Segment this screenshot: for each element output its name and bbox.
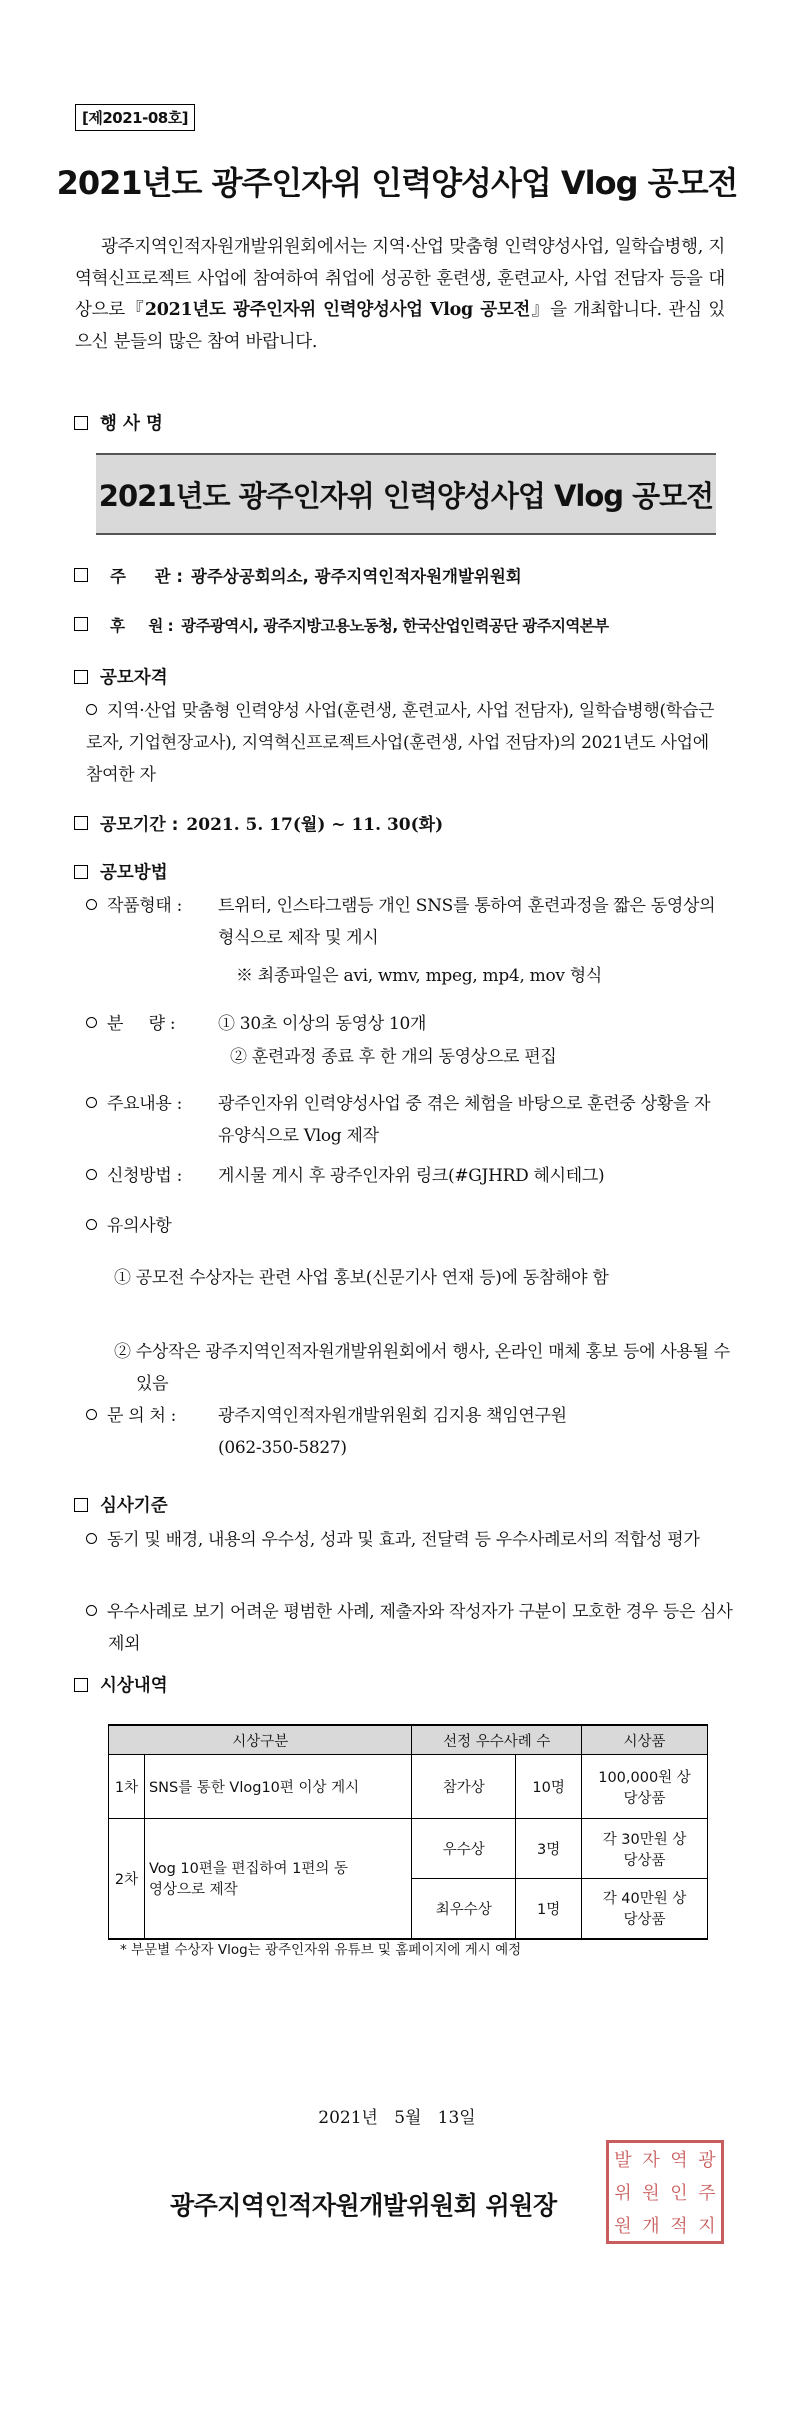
apply-text: 게시물 게시 후 광주인자위 링크(#GJHRD 헤시테그) (218, 1166, 605, 1186)
section-label: 행 사 명 (100, 414, 163, 434)
round-desc-cell: SNS를 통한 Vlog10편 이상 게시 (144, 1755, 412, 1819)
bullet-circle-icon (86, 1017, 97, 1028)
period-row (74, 810, 443, 835)
criteria-item-1 (86, 1524, 748, 1556)
section-label: 공모자격 (100, 668, 168, 688)
method-caution-item (86, 1210, 172, 1242)
intro-paragraph (75, 232, 725, 358)
quantity-item-1: ① 30초 이상의 동영상 10개 (218, 1014, 427, 1034)
eligibility-item (86, 695, 726, 791)
seal-glyph: 광 (698, 2150, 716, 2172)
bullet-circle-icon (86, 704, 97, 715)
contact-phone: (062-350-5827) (218, 1438, 347, 1458)
document-number: [제2021-08호] (75, 104, 195, 131)
caution-label: 유의사항 (107, 1216, 172, 1236)
bullet-circle-icon (86, 1533, 97, 1544)
host-value: 광주상공회의소, 광주지역인적자원개발위원회 (190, 567, 522, 586)
count-cell: 3명 (516, 1819, 582, 1879)
criteria-item-2 (86, 1596, 748, 1660)
round-cell: 2차 (109, 1819, 145, 1939)
prize-cell: 100,000원 상당상품 (582, 1755, 708, 1819)
checkbox-square-icon (74, 1498, 88, 1512)
official-seal (606, 2140, 724, 2244)
bullet-circle-icon (86, 1605, 97, 1616)
checkbox-square-icon (74, 568, 88, 582)
checkbox-square-icon (74, 1678, 88, 1692)
tier-cell: 우수상 (412, 1819, 516, 1879)
host-label: 주 관 : (110, 567, 183, 586)
criteria-text-2: 우수사례로 보기 어려운 평범한 사례, 제출자와 작성자가 구분이 모호한 경우 등은 심사 제외 (107, 1602, 733, 1654)
method-apply-item (86, 1160, 182, 1192)
sponsor-row (74, 614, 609, 636)
period-label: 공모기간 : (100, 815, 179, 835)
count-cell: 10명 (516, 1755, 582, 1819)
bullet-circle-icon (86, 1219, 97, 1230)
section-criteria (74, 1492, 168, 1517)
table-header: 시상구분 (109, 1725, 412, 1755)
bullet-circle-icon (86, 1169, 97, 1180)
caution-item-1: ① 공모전 수상자는 관련 사업 홍보(신문기사 연재 등)에 동참해야 함 (114, 1268, 609, 1288)
section-label: 심사기준 (100, 1496, 168, 1516)
awards-table (108, 1724, 708, 1940)
quantity-item-2: ② 훈련과정 종료 후 한 개의 동영상으로 편집 (230, 1047, 557, 1067)
tier-cell: 최우수상 (412, 1879, 516, 1939)
prize-cell: 각 30만원 상당상품 (582, 1819, 708, 1879)
contact-label: 문 의 처 : (107, 1406, 177, 1426)
method-quantity-item (86, 1008, 175, 1040)
intro-text-2: 』을 개최합니다. 관심 있으신 분들의 많은 참여 바랍니다. (75, 300, 725, 352)
round-desc-cell: Vog 10편을 편집하여 1편의 동영상으로 제작 (144, 1819, 412, 1939)
section-method (74, 859, 168, 884)
count-cell: 1명 (516, 1879, 582, 1939)
apply-label: 신청방법 : (107, 1166, 183, 1186)
seal-glyph: 자 (642, 2150, 660, 2172)
bullet-circle-icon (86, 1097, 97, 1108)
event-name-banner: 2021년도 광주인자위 인력양성사업 Vlog 공모전 (96, 453, 716, 535)
seal-glyph: 위 (614, 2182, 632, 2204)
section-eligibility (74, 664, 168, 689)
checkbox-square-icon (74, 670, 88, 684)
issue-date: 2021년 5월 13일 (318, 2108, 476, 2128)
seal-glyph: 역 (670, 2150, 688, 2172)
sponsor-label: 후 원 : (110, 617, 174, 635)
form-text: 트위터, 인스타그램등 개인 SNS를 통하여 훈련과정을 짧은 동영상의 형식으로 제작 및 게시 (218, 896, 716, 948)
caution-item-2: ② 수상작은 광주지역인적자원개발위원회에서 행사, 온라인 매체 홍보 등에 사용될 수 있음 (114, 1342, 730, 1394)
prize-cell: 각 40만원 상당상품 (582, 1879, 708, 1939)
table-row (109, 1819, 708, 1879)
tier-cell: 참가상 (412, 1755, 516, 1819)
seal-glyph: 적 (670, 2215, 688, 2237)
host-row (74, 563, 522, 587)
seal-glyph: 원 (642, 2182, 660, 2204)
section-label: 공모방법 (100, 863, 168, 883)
round-cell: 1차 (109, 1755, 145, 1819)
period-value: 2021. 5. 17(월) ~ 11. 30(화) (186, 815, 444, 835)
seal-glyph: 발 (614, 2150, 632, 2172)
content-label: 주요내용 : (107, 1094, 183, 1114)
criteria-text-1: 동기 및 배경, 내용의 우수성, 성과 및 효과, 전달력 등 우수사례로서의 적합성 평가 (107, 1530, 700, 1550)
page-title: 2021년도 광주인자위 인력양성사업 Vlog 공모전 (56, 164, 738, 202)
seal-glyph: 지 (698, 2215, 716, 2237)
checkbox-square-icon (74, 617, 88, 631)
intro-text-1: 광주지역인적자원개발위원회에서는 지역·산업 맞춤형 인력양성사업, 일학습병행, 지역혁신프로젝트 사업에 참여하여 취업에 성공한 훈련생, 훈련교사, 사업 전담자 등을 대상으로『 (75, 237, 725, 320)
checkbox-square-icon (74, 865, 88, 879)
seal-glyph: 인 (670, 2182, 688, 2204)
eligibility-text: 지역·산업 맞춤형 인력양성 사업(훈련생, 훈련교사, 사업 전담자), 일학습병행(학습근로자, 기업현장교사), 지역혁신프로젝트사업(훈련생, 사업 전담자)의 2021년도 사업에 참여한 자 (86, 701, 715, 785)
sponsor-value: 광주광역시, 광주지방고용노동청, 한국산업인력공단 광주지역본부 (181, 617, 609, 635)
form-label: 작품형태 : (107, 896, 183, 916)
signer-name: 광주지역인적자원개발위원회 위원장 (170, 2191, 557, 2220)
table-header: 시상품 (582, 1725, 708, 1755)
section-label: 시상내역 (100, 1676, 168, 1696)
seal-glyph: 원 (614, 2215, 632, 2237)
seal-glyph: 주 (698, 2182, 716, 2204)
seal-glyph: 개 (642, 2215, 660, 2237)
file-format-note: ※ 최종파일은 avi, wmv, mpeg, mp4, mov 형식 (236, 966, 603, 986)
content-text: 광주인자위 인력양성사업 중 겪은 체험을 바탕으로 훈련중 상황을 자유양식으로 Vlog 제작 (218, 1094, 711, 1146)
section-event-name (74, 410, 163, 435)
bullet-circle-icon (86, 899, 97, 910)
contact-text: 광주지역인적자원개발위원회 김지용 책임연구원 (218, 1406, 567, 1426)
table-row (109, 1755, 708, 1819)
awards-footnote: * 부문별 수상자 Vlog는 광주인자위 유튜브 및 홈페이지에 게시 예정 (120, 1942, 522, 1958)
table-header-row (109, 1725, 708, 1755)
table-header: 선정 우수사례 수 (412, 1725, 582, 1755)
method-contact-item (86, 1400, 176, 1432)
intro-text-bold: 2021년도 광주인자위 인력양성사업 Vlog 공모전 (144, 300, 531, 320)
section-awards (74, 1672, 168, 1697)
bullet-circle-icon (86, 1409, 97, 1420)
checkbox-square-icon (74, 416, 88, 430)
method-content-item (86, 1088, 182, 1120)
quantity-label: 분 량 : (107, 1014, 176, 1034)
checkbox-square-icon (74, 816, 88, 830)
